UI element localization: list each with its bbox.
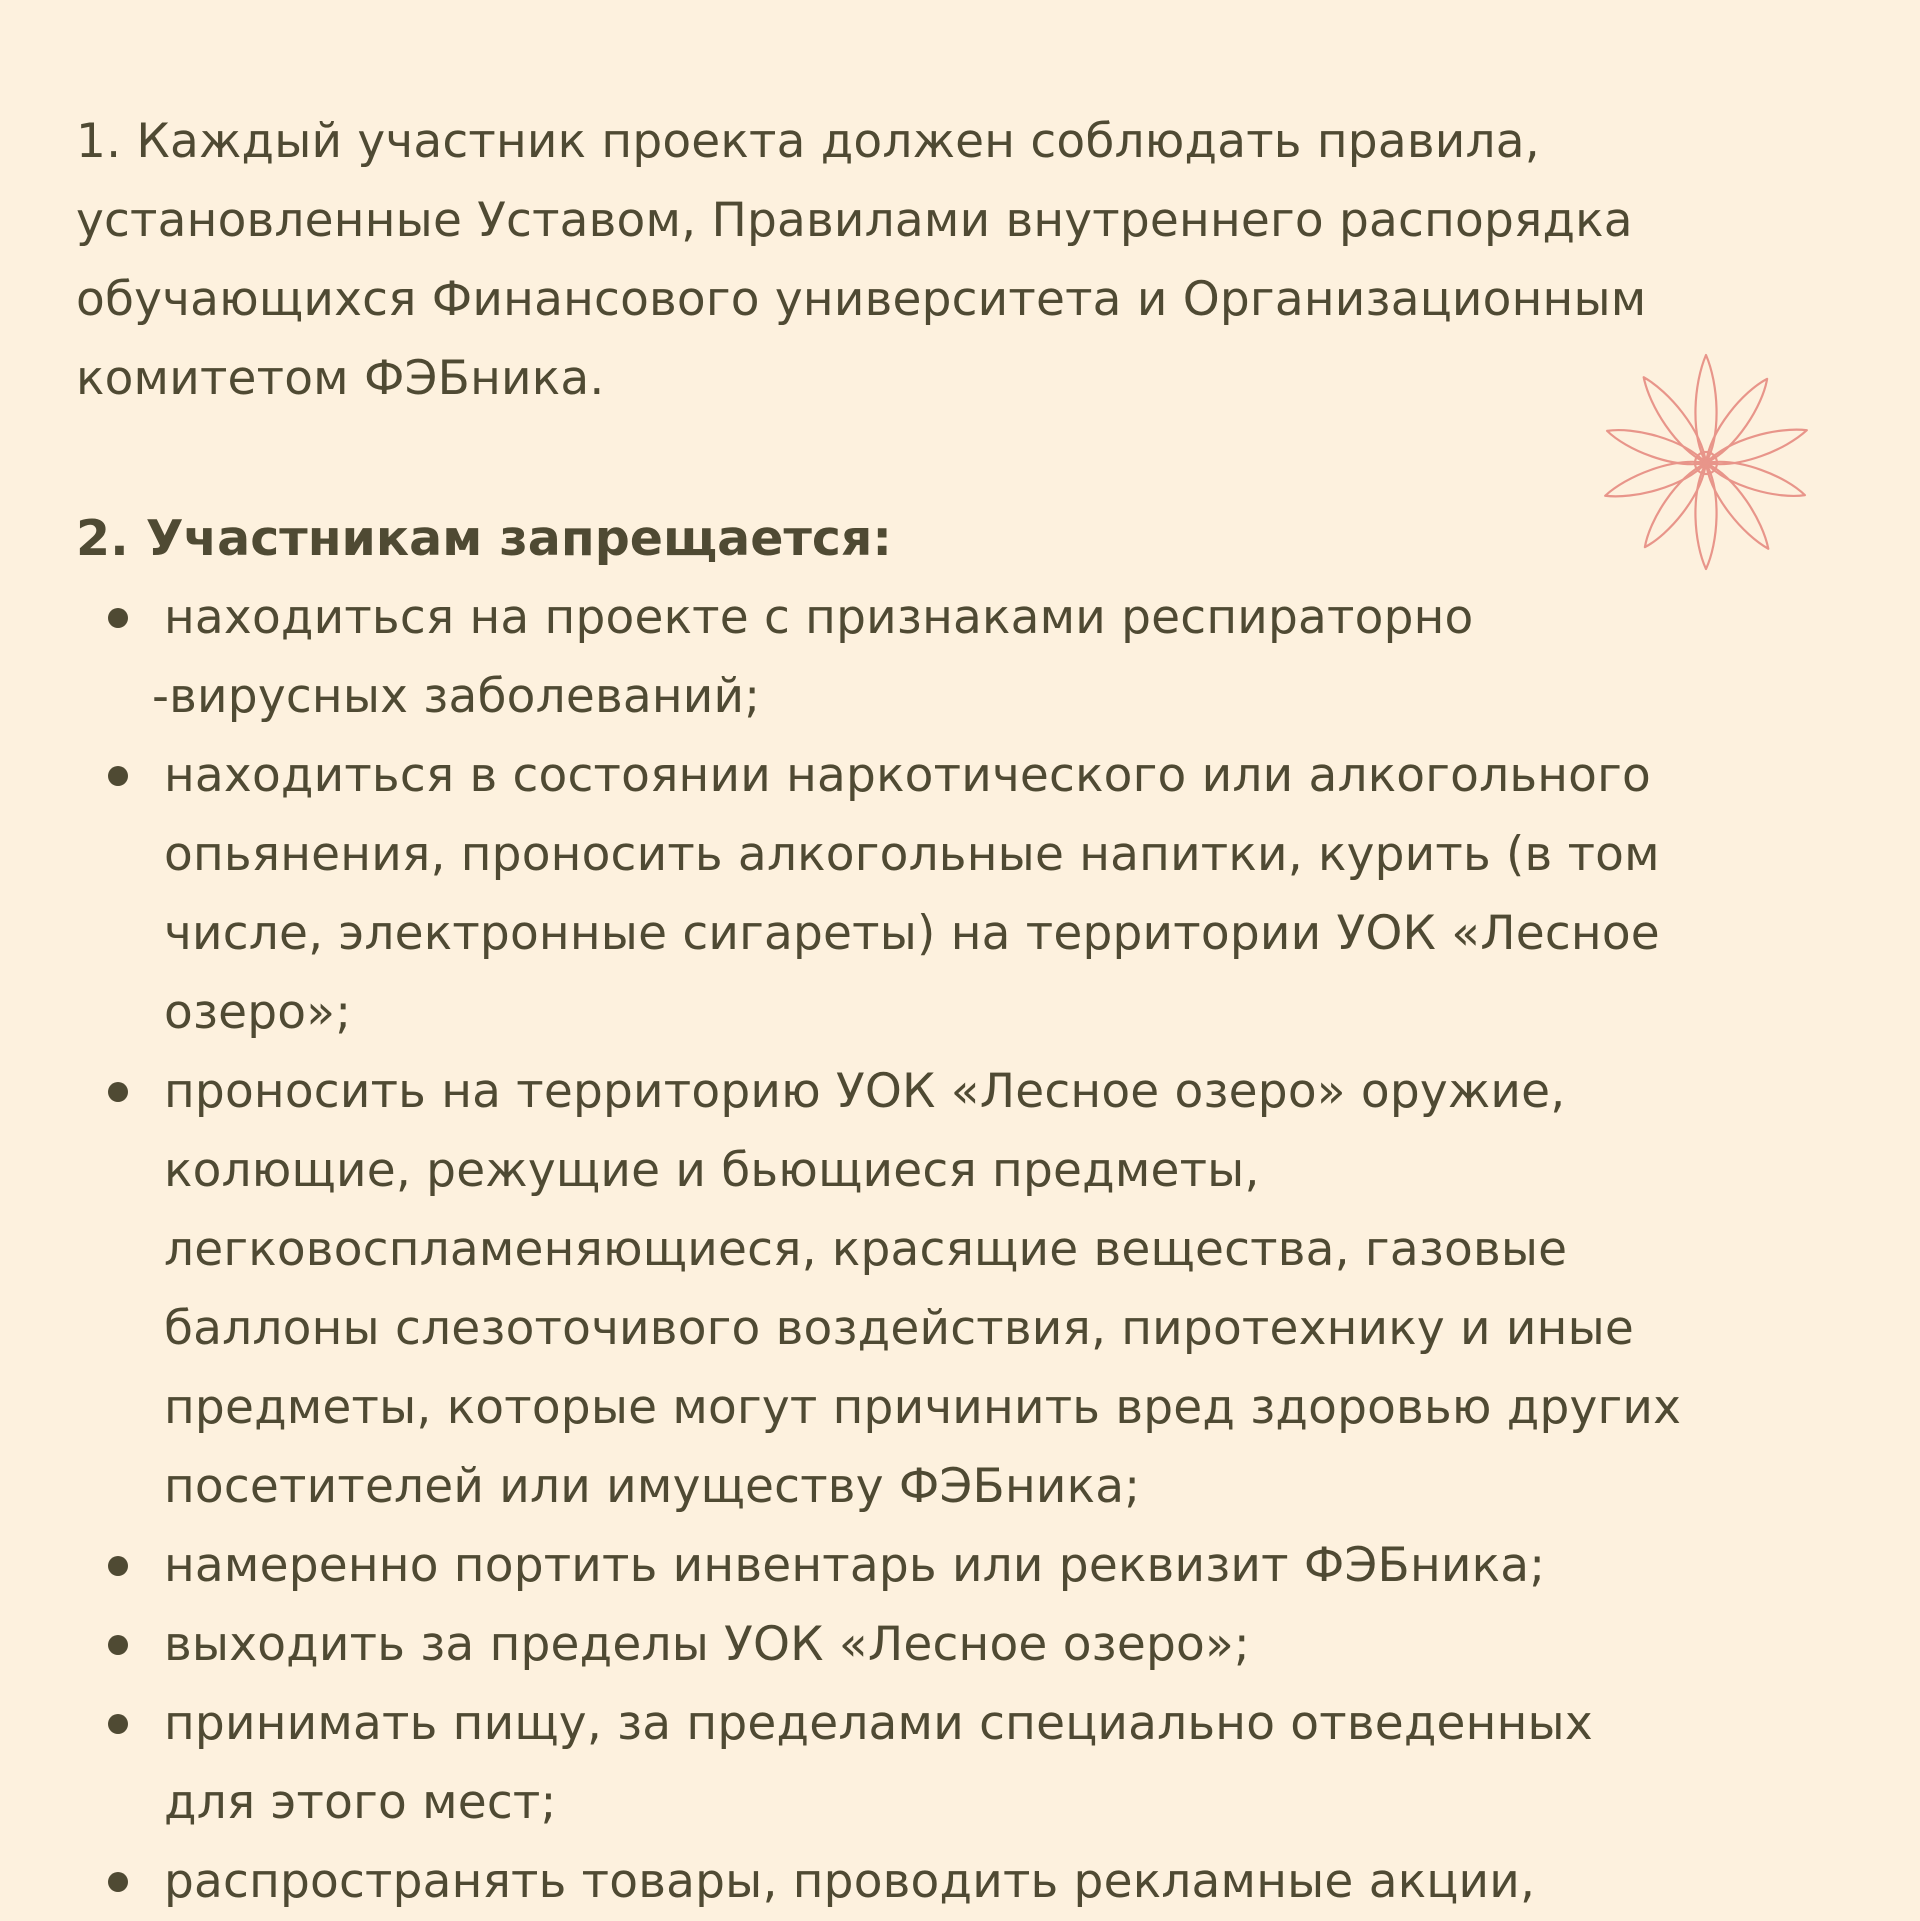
- list-item: [0, 1052, 1920, 1526]
- rule-2-heading: 2. Участникам запрещается:: [76, 510, 892, 567]
- list-item: [0, 1526, 1920, 1605]
- list-item-line: для этого мест;: [164, 1775, 557, 1830]
- list-item-line: распространять товары, проводить рекламные акции,: [164, 1854, 1536, 1909]
- rule-1-line: 1. Каждый участник проекта должен соблюдать правила,: [76, 114, 1540, 169]
- bullet-icon: [108, 766, 128, 786]
- list-item: [0, 578, 1920, 736]
- list-item-line: -вирусных заболеваний;: [152, 669, 761, 724]
- list-item-line: колющие, режущие и бьющиеся предметы,: [164, 1143, 1260, 1198]
- list-item-line: проносить на территорию УОК «Лесное озеро» оружие,: [164, 1064, 1566, 1119]
- bullet-icon: [108, 1714, 128, 1734]
- list-item-line: числе, электронные сигареты) на территории УОК «Лесное: [164, 906, 1660, 961]
- list-item: [0, 1684, 1920, 1842]
- bullet-icon: [108, 1082, 128, 1102]
- list-item: [0, 1605, 1920, 1684]
- list-item-line: принимать пищу, за пределами специально отведенных: [164, 1696, 1593, 1751]
- rule-1-line: обучающихся Финансового университета и Организационным: [76, 272, 1647, 327]
- list-item-line: предметы, которые могут причинить вред здоровью других: [164, 1380, 1682, 1435]
- list-item-line: опьянения, проносить алкогольные напитки, курить (в том: [164, 827, 1660, 882]
- list-item: [0, 1842, 1920, 1921]
- rule-1-paragraph: [76, 102, 1836, 418]
- flower-icon: [1596, 352, 1816, 574]
- list-item-line: находиться в состоянии наркотического или алкогольного: [164, 748, 1651, 803]
- bullet-icon: [108, 1872, 128, 1892]
- bullet-icon: [108, 1635, 128, 1655]
- bullet-icon: [108, 608, 128, 628]
- list-item-line: выходить за пределы УОК «Лесное озеро»;: [164, 1617, 1250, 1672]
- list-item-line: находиться на проекте с признаками респираторно: [164, 590, 1474, 645]
- prohibitions-list: [0, 578, 1920, 1921]
- list-item-line: легковоспламеняющиеся, красящие вещества, газовые: [164, 1222, 1568, 1277]
- list-item-line: озеро»;: [164, 985, 352, 1040]
- list-item-line: баллоны слезоточивого воздействия, пиротехнику и иные: [164, 1301, 1635, 1356]
- list-item-line: посетителей или имуществу ФЭБника;: [164, 1459, 1141, 1514]
- list-item-line: намеренно портить инвентарь или реквизит ФЭБника;: [164, 1538, 1546, 1593]
- rule-1-line: установленные Уставом, Правилами внутреннего распорядка: [76, 193, 1633, 248]
- list-item: [0, 736, 1920, 1052]
- rule-1-line: комитетом ФЭБника.: [76, 351, 605, 406]
- bullet-icon: [108, 1556, 128, 1576]
